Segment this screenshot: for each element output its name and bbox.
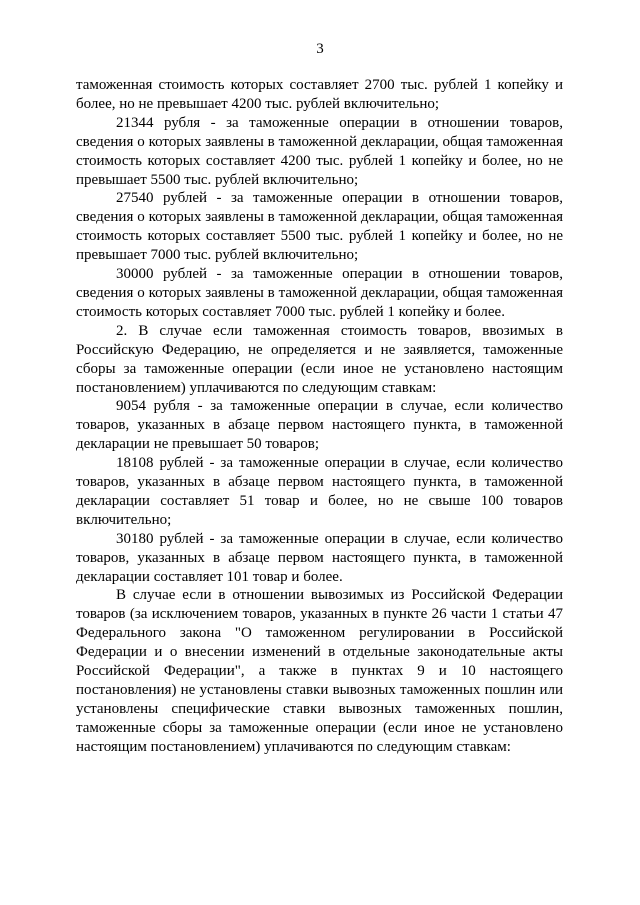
paragraph-1: таможенная стоимость которых составляет 2700 тыс. рублей 1 копейку и более, но не превышает 4200 тыс. рублей включительно; [76,77,563,112]
document-body [76,76,563,757]
page-number: 3 [316,41,324,57]
paragraph-8: 30180 рублей - за таможенные операции в случае, если количество товаров, указанных в абзаце первом настоящего пункта, в таможенной декларации составляет 101 товар и более. [76,530,563,585]
paragraph-9: В случае если в отношении вывозимых из Российской Федерации товаров (за исключением товаров, указанных в пункте 26 части 1 статьи 47 Федерального закона "О таможенном регулировании в Российской Федерации и о внесении изменений в отдельные законодательные акты Российской Федерации", а также в пунктах 9 и 10 настоящего постановления) не установлены ставки вывозных таможенных пошлин или установлены специфические ставки вывозных таможенных пошлин, таможенные сборы за таможенные операции (если иное не установлено настоящим постановлением) уплачиваются по следующим ставкам: [76,587,563,755]
paragraph-7: 18108 рублей - за таможенные операции в случае, если количество товаров, указанных в абзаце первом настоящего пункта, в таможенной декларации составляет 51 товар и более, но не свыше 100 товаров включительно; [76,455,563,528]
paragraph-5: 2. В случае если таможенная стоимость товаров, ввозимых в Российскую Федерацию, не определяется и не заявляется, таможенные сборы за таможенные операции (если иное не установлено настоящим постановлением) уплачиваются по следующим ставкам: [76,322,563,396]
paragraph-3: 27540 рублей - за таможенные операции в отношении товаров, сведения о которых заявлены в таможенной декларации, общая таможенная стоимость которых составляет 5500 тыс. рублей 1 копейку и более, но не превышает 7000 тыс. рублей включительно; [76,190,563,264]
paragraph-4: 30000 рублей - за таможенные операции в отношении товаров, сведения о которых заявлены в таможенной декларации, общая таможенная стоимость которых составляет 7000 тыс. рублей 1 копейку и более. [76,266,563,320]
paragraph-2: 21344 рубля - за таможенные операции в отношении товаров, сведения о которых заявлены в таможенной декларации, общая таможенная стоимость которых составляет 4200 тыс. рублей 1 копейку и более, но не превышает 5500 тыс. рублей включительно; [76,114,563,188]
paragraph-6: 9054 рубля - за таможенные операции в случае, если количество товаров, указанных в абзаце первом настоящего пункта, в таможенной декларации не превышает 50 товаров; [76,398,563,453]
